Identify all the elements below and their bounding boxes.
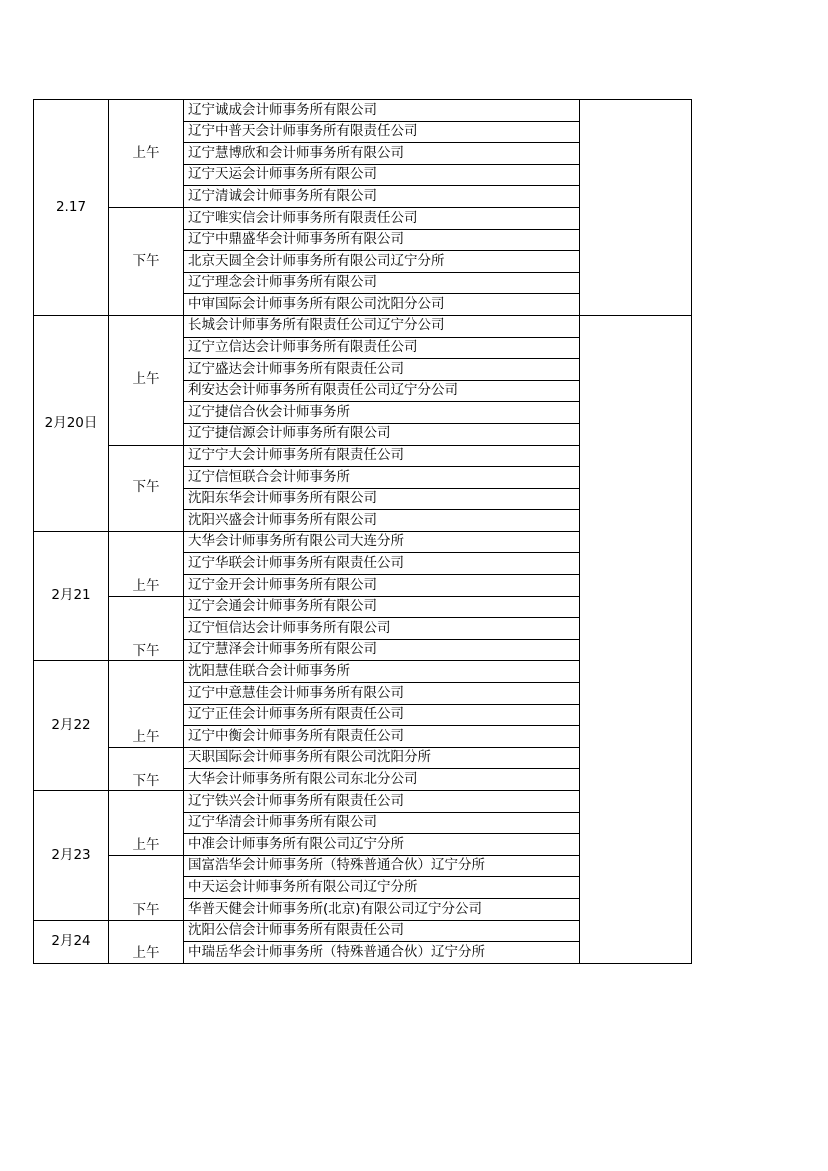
firm-name-cell: 利安达会计师事务所有限责任公司辽宁分公司 [184, 380, 580, 402]
firm-name-cell: 沈阳慧佳联合会计师事务所 [184, 661, 580, 683]
firm-name-cell: 华普天健会计师事务所(北京)有限公司辽宁分公司 [184, 898, 580, 920]
firm-name-cell: 中天运会计师事务所有限公司辽宁分所 [184, 877, 580, 899]
firm-name-cell: 辽宁清诚会计师事务所有限公司 [184, 186, 580, 208]
table-row [34, 100, 692, 122]
period-cell: 上午 [109, 315, 184, 445]
firm-name-cell: 北京天圆全会计师事务所有限公司辽宁分所 [184, 251, 580, 273]
firm-name-cell: 辽宁慧泽会计师事务所有限公司 [184, 639, 580, 661]
firm-name-cell: 辽宁正佳会计师事务所有限责任公司 [184, 704, 580, 726]
firm-name-cell: 大华会计师事务所有限公司大连分所 [184, 531, 580, 553]
firm-name-cell: 辽宁捷信合伙会计师事务所 [184, 402, 580, 424]
firm-name-cell: 辽宁理念会计师事务所有限公司 [184, 272, 580, 294]
firm-name-cell: 辽宁华清会计师事务所有限公司 [184, 812, 580, 834]
firm-name-cell: 辽宁宁大会计师事务所有限责任公司 [184, 445, 580, 467]
date-cell: 2.17 [34, 100, 109, 316]
period-cell: 下午 [109, 855, 184, 920]
firm-name-cell: 辽宁中意慧佳会计师事务所有限公司 [184, 683, 580, 705]
firm-name-cell: 辽宁铁兴会计师事务所有限责任公司 [184, 791, 580, 813]
firm-name-cell: 沈阳兴盛会计师事务所有限公司 [184, 510, 580, 532]
firm-name-cell: 沈阳东华会计师事务所有限公司 [184, 488, 580, 510]
date-cell: 2月24 [34, 920, 109, 963]
schedule-body [34, 100, 692, 964]
firm-name-cell: 辽宁金开会计师事务所有限公司 [184, 575, 580, 597]
period-cell: 下午 [109, 445, 184, 531]
period-cell: 下午 [109, 596, 184, 661]
firm-name-cell: 沈阳公信会计师事务所有限责任公司 [184, 920, 580, 942]
firm-name-cell: 辽宁慧博欣和会计师事务所有限公司 [184, 143, 580, 165]
period-cell: 上午 [109, 791, 184, 856]
firm-name-cell: 辽宁会通会计师事务所有限公司 [184, 596, 580, 618]
firm-name-cell: 辽宁天运会计师事务所有限公司 [184, 164, 580, 186]
date-cell: 2月23 [34, 791, 109, 921]
firm-name-cell: 辽宁诚成会计师事务所有限公司 [184, 100, 580, 122]
period-cell: 下午 [109, 207, 184, 315]
firm-name-cell: 辽宁捷信源会计师事务所有限公司 [184, 423, 580, 445]
firm-name-cell: 天职国际会计师事务所有限公司沈阳分所 [184, 747, 580, 769]
remarks-cell [580, 100, 692, 316]
firm-name-cell: 辽宁立信达会计师事务所有限责任公司 [184, 337, 580, 359]
period-cell: 上午 [109, 661, 184, 747]
period-cell: 下午 [109, 747, 184, 790]
firm-name-cell: 辽宁中鼎盛华会计师事务所有限公司 [184, 229, 580, 251]
date-cell: 2月21 [34, 531, 109, 661]
firm-name-cell: 中瑞岳华会计师事务所（特殊普通合伙）辽宁分所 [184, 942, 580, 964]
firm-name-cell: 中准会计师事务所有限公司辽宁分所 [184, 834, 580, 856]
date-cell: 2月20日 [34, 315, 109, 531]
table-row [34, 315, 692, 337]
firm-name-cell: 大华会计师事务所有限公司东北分公司 [184, 769, 580, 791]
firm-name-cell: 辽宁恒信达会计师事务所有限公司 [184, 618, 580, 640]
date-cell: 2月22 [34, 661, 109, 791]
period-cell: 上午 [109, 100, 184, 208]
period-cell: 上午 [109, 920, 184, 963]
firm-name-cell: 中审国际会计师事务所有限公司沈阳分公司 [184, 294, 580, 316]
firm-name-cell: 辽宁盛达会计师事务所有限责任公司 [184, 359, 580, 381]
firm-name-cell: 辽宁唯实信会计师事务所有限责任公司 [184, 207, 580, 229]
firm-name-cell: 辽宁信恒联合会计师事务所 [184, 467, 580, 489]
firm-name-cell: 辽宁华联会计师事务所有限责任公司 [184, 553, 580, 575]
remarks-cell [580, 315, 692, 963]
period-cell: 上午 [109, 531, 184, 596]
firm-name-cell: 长城会计师事务所有限责任公司辽宁分公司 [184, 315, 580, 337]
firm-name-cell: 国富浩华会计师事务所（特殊普通合伙）辽宁分所 [184, 855, 580, 877]
firm-name-cell: 辽宁中衡会计师事务所有限责任公司 [184, 726, 580, 748]
firm-name-cell: 辽宁中普天会计师事务所有限责任公司 [184, 121, 580, 143]
schedule-table [33, 99, 692, 964]
